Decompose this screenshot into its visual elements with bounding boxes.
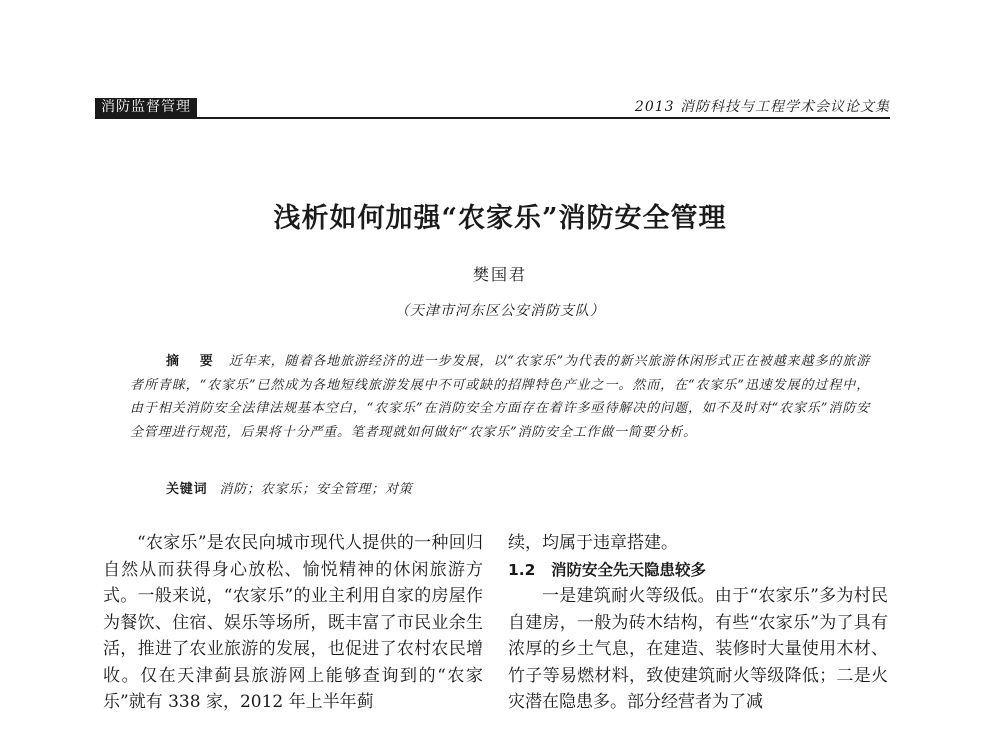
section-heading: 1.2 消防安全先天隐患较多 xyxy=(508,560,706,579)
abstract-label: 摘 要 xyxy=(166,354,221,369)
publication-title: 2013 消防科技与工程学术会议论文集 xyxy=(634,99,890,115)
keywords xyxy=(166,478,413,497)
header-rule xyxy=(95,117,890,119)
abstract-text: 近年来，随着各地旅游经济的进一步发展，以“农家乐”为代表的新兴旅游休闲形式正在被越来越多的旅游者所青睐，“农家乐”已然成为各地短线旅游发展中不可或缺的招牌特色产业之一。然而，在“农家乐”迅速发展的过程中，由于相关消防安全法律法规基本空白，“农家乐”在消防安全方面存在着许多亟待解决的问题，如不及时对“农家乐”消防安全管理进行规范，后果将十分严重。笔者现就如何做好“农家乐”消防安全工作做一简要分析。 xyxy=(130,354,870,440)
affiliation: （天津市河东区公安消防支队） xyxy=(395,303,605,319)
author: 樊国君 xyxy=(472,265,527,284)
body-paragraph: 一是建筑耐火等级低。由于“农家乐”多为村民自建房，一般为砖木结构，有些“农家乐”为了具有浓厚的乡土气息，在建造、装修时大量使用木材、竹子等易燃材料，致使建筑耐火等级降低；二是火灾潜在隐患多。部分经营者为了减 xyxy=(508,586,888,712)
abstract xyxy=(130,350,870,444)
keywords-label: 关键词 xyxy=(166,482,208,497)
body-paragraph: “农家乐”是农民向城市现代人提供的一种回归自然从而获得身心放松、愉悦精神的休闲旅游方式。一般来说，“农家乐”的业主利用自家的房屋作为餐饮、住宿、娱乐等场所，既丰富了市民业余生活，推进了农业旅游的发展，也促进了农村农民增收。仅在天津蓟县旅游网上能够查询到的“农家乐”就有 338 家，2012 年上半年蓟 xyxy=(103,533,483,712)
section-tag: 消防监督管理 xyxy=(95,98,197,117)
body-column-right xyxy=(508,530,888,716)
keywords-text: 消防；农家乐；安全管理；对策 xyxy=(219,482,413,497)
body-paragraph-continuation: 续，均属于违章搭建。 xyxy=(508,533,678,553)
paper-title: 浅析如何加强“农家乐”消防安全管理 xyxy=(273,203,727,234)
body-column-left xyxy=(103,530,483,716)
